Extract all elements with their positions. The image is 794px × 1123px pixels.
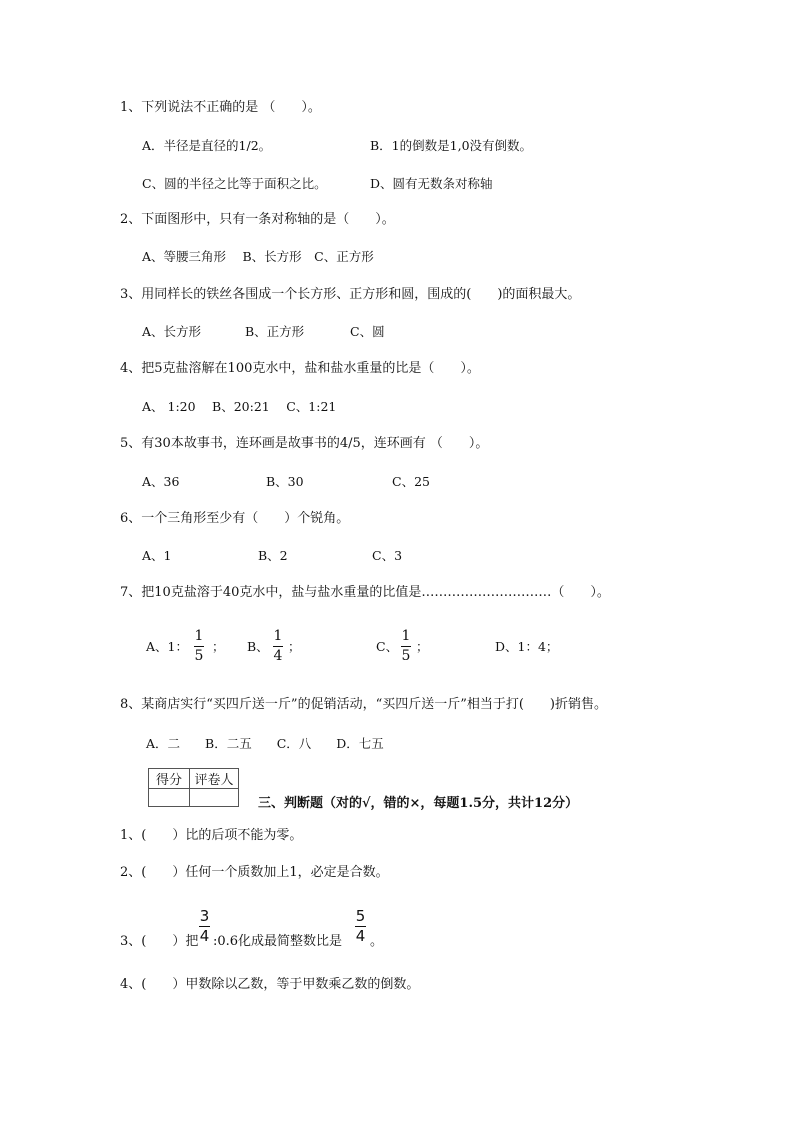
fraction-numerator: 1 [273, 628, 283, 644]
question-5-option-c: C、25 [392, 474, 430, 489]
judge-question-3-prefix: 3、( ）把 [120, 934, 199, 949]
score-cell [149, 789, 190, 807]
judge-question-1: 1、( ）比的后项不能为零。 [120, 828, 303, 843]
question-5-stem: 5、有30本故事书，连环画是故事书的4/5，连环画有 （ ）。 [120, 436, 489, 451]
question-1-stem: 1、下列说法不正确的是 （ ）。 [120, 100, 321, 115]
fraction-bar [194, 646, 204, 647]
question-6-option-b: B、2 [258, 548, 288, 563]
question-4-options: A、 1:20 B、20:21 C、1:21 [142, 399, 337, 414]
grader-cell [190, 789, 239, 807]
score-box [148, 768, 239, 807]
question-3-option-c: C、圆 [350, 324, 385, 339]
question-3-option-a: A、长方形 [142, 324, 202, 339]
judge-question-3-suffix: 。 [370, 934, 384, 949]
fraction-denominator: 5 [401, 648, 411, 664]
question-7-option-b-suffix: ； [288, 639, 301, 654]
fraction-denominator: 4 [355, 927, 366, 945]
question-5-option-b: B、30 [266, 474, 304, 489]
fraction-numerator: 1 [401, 628, 411, 644]
question-8-stem: 8、某商店实行“买四斤送一斤”的促销活动，“买四斤送一斤”相当于打( )折销售。 [120, 697, 607, 712]
question-6-stem: 6、一个三角形至少有（ ）个锐角。 [120, 511, 350, 526]
question-7-option-b-prefix: B、 [247, 639, 269, 654]
score-header: 得分 [149, 769, 190, 789]
question-7-option-c-fraction [401, 629, 411, 664]
judge-question-3-middle: :0.6化成最简整数比是 [213, 934, 343, 949]
fraction-numerator: 1 [194, 628, 204, 644]
section-3-title: 三、判断题（对的√，错的×，每题1.5分，共计12分） [258, 796, 579, 811]
fraction-denominator: 4 [273, 648, 283, 664]
question-1-option-a: A．半径是直径的1/2。 [142, 138, 272, 153]
question-7-option-c-suffix: ； [416, 639, 429, 654]
question-5-option-a: A、36 [142, 474, 180, 489]
question-7-option-a-fraction [194, 629, 204, 664]
grader-header: 评卷人 [190, 769, 239, 789]
question-7-stem: 7、把10克盐溶于40克水中，盐与盐水重量的比值是…………………………（ ）。 [120, 585, 610, 600]
fraction-denominator: 4 [199, 927, 210, 945]
judge-question-2: 2、( ）任何一个质数加上1，必定是合数。 [120, 865, 389, 880]
question-4-stem: 4、把5克盐溶解在100克水中，盐和盐水重量的比是（ ）。 [120, 361, 480, 376]
fraction-numerator: 5 [355, 907, 366, 925]
question-1-option-b: B．1的倒数是1,0没有倒数。 [370, 138, 533, 153]
fraction-numerator: 3 [199, 907, 210, 925]
judge-question-3-fraction-2 [355, 909, 366, 944]
question-7-option-c-prefix: C、 [376, 639, 399, 654]
judge-question-4: 4、( ）甲数除以乙数，等于甲数乘乙数的倒数。 [120, 977, 420, 992]
question-3-option-b: B、正方形 [245, 324, 305, 339]
question-2-options: A、等腰三角形 B、长方形 C、正方形 [142, 249, 374, 264]
question-6-option-a: A、1 [142, 548, 172, 563]
fraction-denominator: 5 [194, 648, 204, 664]
question-8-options: A．二 B．二五 C．八 D．七五 [146, 736, 384, 751]
fraction-bar [273, 646, 283, 647]
question-3-stem: 3、用同样长的铁丝各围成一个长方形、正方形和圆，围成的( )的面积最大。 [120, 287, 581, 302]
question-6-option-c: C、3 [372, 548, 403, 563]
question-7-option-d: D、1：4； [495, 639, 559, 654]
question-7-option-b-fraction [273, 629, 283, 664]
question-2-stem: 2、下面图形中，只有一条对称轴的是（ ）。 [120, 212, 395, 227]
question-1-option-c: C、圆的半径之比等于面积之比。 [142, 176, 327, 191]
question-7-option-a-prefix: A、1： [146, 639, 188, 654]
question-1-option-d: D、圆有无数条对称轴 [370, 176, 493, 191]
question-7-option-a-suffix: ； [212, 639, 225, 654]
judge-question-3-fraction-1 [199, 909, 210, 944]
fraction-bar [401, 646, 411, 647]
